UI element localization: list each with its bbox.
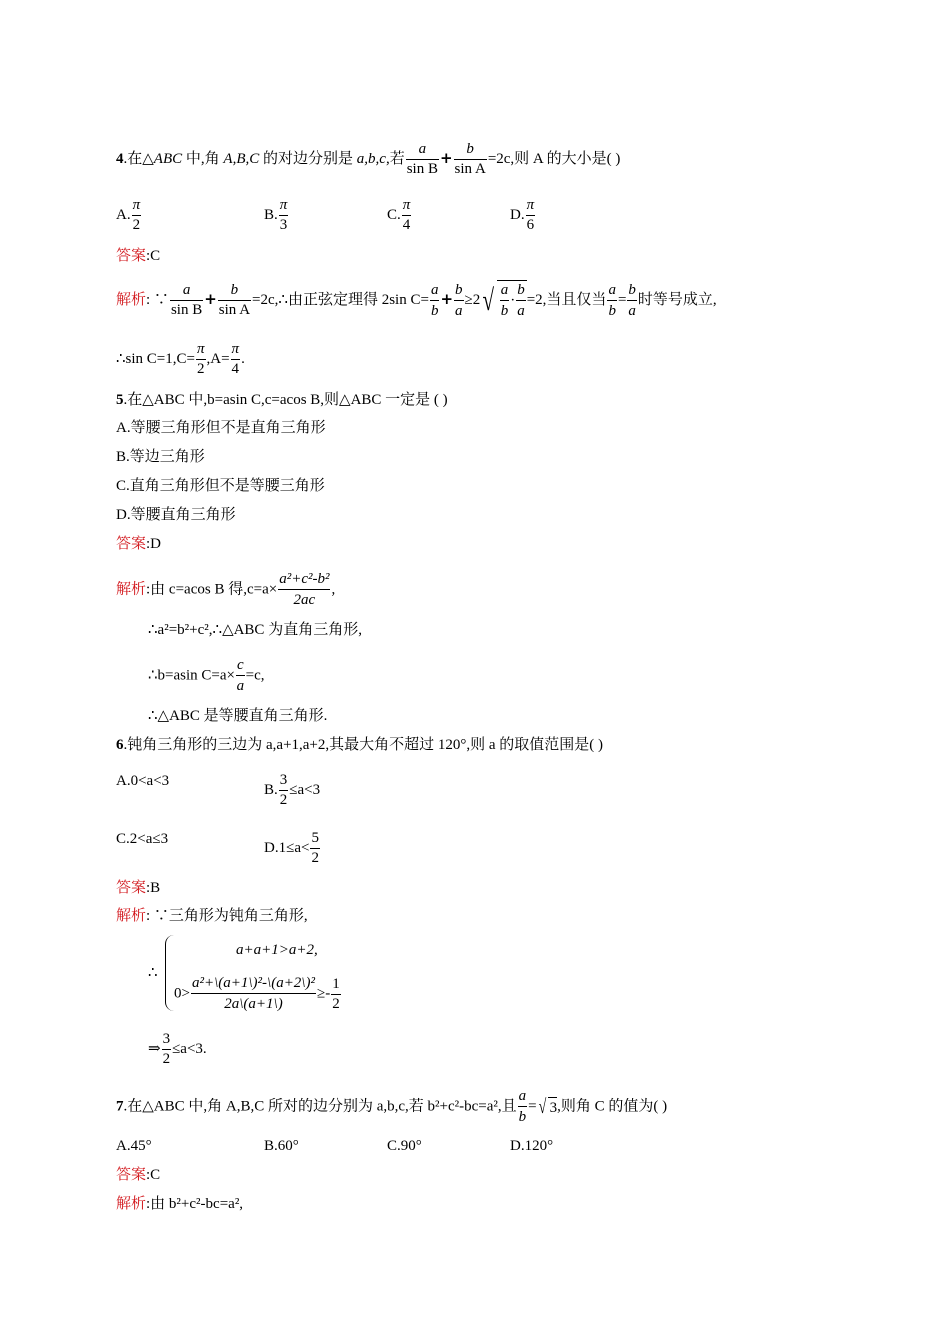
q5-option-d: D.等腰直角三角形 [116, 507, 236, 523]
q7-stem: 7.在△ABC 中,角 A,B,C 所对的边分别为 a,b,c,若 b²+c²-bc=a²,且 $\frac{a}{b}=√$ 3,则角 C 的值为( ) [116, 1088, 668, 1125]
q7-analysis-line1: 解析:由 b²+c²-bc=a², [116, 1196, 244, 1212]
q6-option-c: C.2<a≤3 [116, 831, 169, 847]
q5-analysis-line1: 解析:由 c=acos B 得,c=a× $\frac{\text{a²+c²-b²}}{2ac}$, [116, 571, 336, 608]
q5-analysis-line2: ∴a²=b²+c²,∴△ABC 为直角三角形, [148, 622, 362, 638]
q4-option-a: A. $\frac{\pi}{2}$ [116, 197, 141, 233]
q6-stem: 6.钝角三角形的三边为 a,a+1,a+2,其最大角不超过 120°,则 a 的取值范围是( ) [116, 737, 604, 753]
q6-option-d: D.1≤a< $\frac{5}{2}$ [264, 830, 319, 866]
q5-option-b: B.等边三角形 [116, 449, 205, 465]
sqrt-symbol: √ $\frac{a}{b}\cdot$ $\frac{b}{a}$ [482, 282, 525, 319]
q6-system-line1: a+a+1>a+2, [236, 942, 318, 958]
q4-answer: 答案:C [116, 248, 161, 264]
q7-option-a: A.45° [116, 1138, 152, 1154]
q4-stem: 4.在△ABC 中,角 A,B,C 的对边分别是 a,b,c,若 $\frac{a}{\text{sin B}}$ + $\frac{b}{\text{sin A}}$ =2c,则 A 的大小是( ) [116, 141, 621, 177]
q4-analysis-line1: 解析: ∵ $\frac{a}{\text{sin B}}$ + $\frac{b}{\text{sin A}}$ =2c,∴由正弦定理得 2sin C= $\frac{a}{b}+$ $\frac{b}{a}\ge 2√$ $\frac{a}{b}\cdot$ $\frac{b}{a}=2$,当且仅当 $\frac{a}{b}=$ $\frac{b}{a}$时等号成立, [116, 281, 717, 319]
q4-option-c: C. $\frac{\pi}{4}$ [387, 197, 411, 233]
q6-option-b: B. $\frac{3}{2}$ ≤a<3 [264, 772, 321, 808]
q6-option-a: A.0<a<3 [116, 773, 170, 789]
q6-answer: 答案:B [116, 880, 161, 896]
q5-analysis-line3: ∴b=asin C=a× $\frac{c}{a}=c$, [148, 657, 265, 694]
q5-stem: 5.在△ABC 中,b=asin C,c=acos B,则△ABC 一定是 ( ) [116, 392, 448, 408]
q5-analysis-line4: ∴△ABC 是等腰直角三角形. [148, 708, 328, 724]
q6-analysis-line1: 解析: ∵三角形为钝角三角形, [116, 908, 308, 924]
q7-option-b: B.60° [264, 1138, 299, 1154]
q7-option-c: C.90° [387, 1138, 422, 1154]
q6-system-line2: 0> $\frac{\text{a²+\textbackslash{}(a+1\textbackslash{})²-\textbackslash{}(a+2\textbackslash{})²}}{2a\backslash(a+1\backslash)}\ge-$ $\frac{1}{2}$ [174, 975, 340, 1012]
q5-option-c: C.直角三角形但不是等腰三角形 [116, 478, 325, 494]
q7-answer: 答案:C [116, 1167, 161, 1183]
system-brace [165, 935, 174, 1011]
q6-therefore: ∴ [148, 965, 158, 981]
q5-option-a: A.等腰三角形但不是直角三角形 [116, 420, 326, 436]
q4-option-d: D. $\frac{\pi}{6}$ [510, 197, 535, 233]
q4-fraction-b-sina: $\frac{b}{\text{sin A}}$ [454, 141, 486, 177]
q6-analysis-conclusion: ⇒ $\frac{3}{2}$ ≤a<3. [148, 1031, 207, 1067]
q4-fraction-a-sinb: $\frac{a}{\text{sin B}}$ [406, 141, 438, 177]
q7-option-d: D.120° [510, 1138, 554, 1154]
q4-analysis-line2: ∴sin C=1,C= $\frac{\pi}{2}$ ,A= $\frac{\pi}{4}$ . [116, 341, 245, 377]
sqrt-symbol: √ 3 [538, 1096, 558, 1119]
q4-option-b: B. $\frac{\pi}{3}$ [264, 197, 288, 233]
q5-answer: 答案:D [116, 536, 162, 552]
